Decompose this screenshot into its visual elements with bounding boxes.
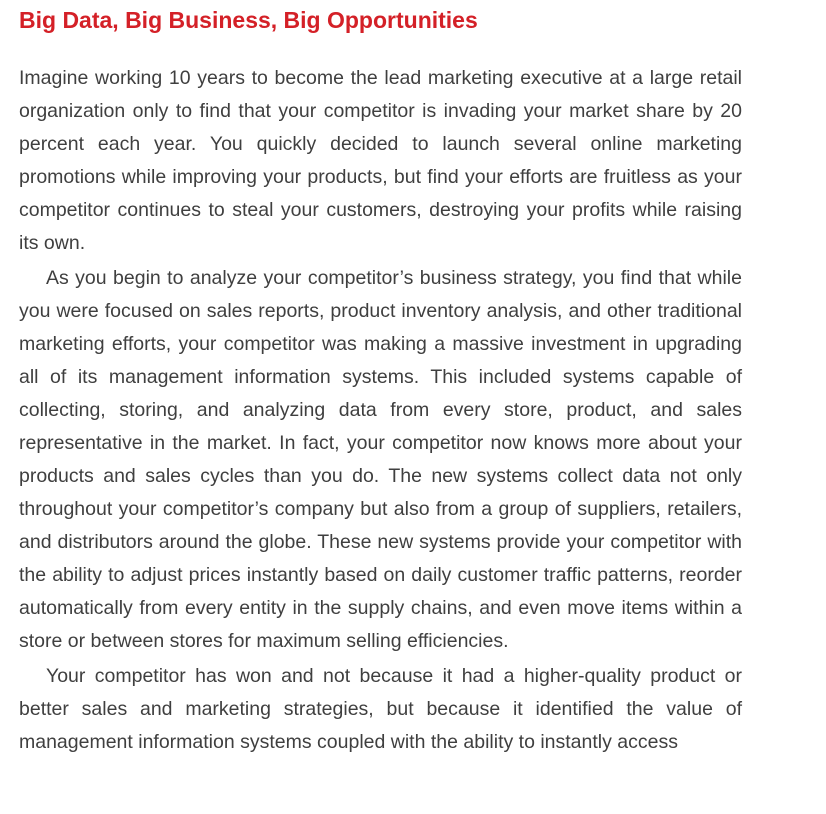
body-text — [19, 62, 742, 759]
paragraph-2: As you begin to analyze your competitor’s business strategy, you find that while you were focused on sales reports, product inventory analysis, and other traditional marketing efforts, your competitor was making a massive investment in upgrading all of its management information systems. This included systems capable of collecting, storing, and analyzing data from every store, product, and sales representative in the market. In fact, your competitor now knows more about your products and sales cycles than you do. The new systems collect data not only throughout your competitor’s company but also from a group of suppliers, retailers, and distributors around the globe. These new systems provide your competitor with the ability to adjust prices instantly based on daily customer traffic patterns, reorder automatically from every entity in the supply chains, and even move items within a store or between stores for maximum selling efficiencies. — [19, 267, 742, 652]
paragraph-1: Imagine working 10 years to become the lead marketing executive at a large retail organization only to find that your competitor is invading your market share by 20 percent each year. You quickly decided to launch several online marketing promotions while improving your products, but find your efforts are fruitless as your competitor continues to steal your customers, destroying your profits while raising its own. — [19, 67, 742, 254]
section-title: Big Data, Big Business, Big Opportunities — [19, 7, 478, 33]
paragraph-3: Your competitor has won and not because it had a higher-quality product or better sales and marketing strategies, but because it identified the value of management information systems coupled with the ability to instantly access — [19, 665, 742, 753]
